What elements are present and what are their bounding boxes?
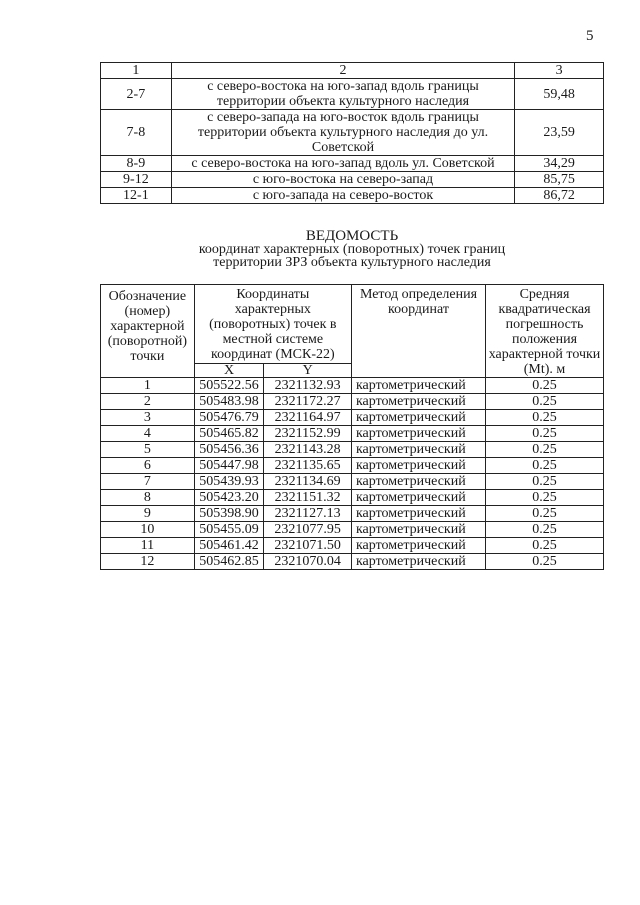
- statement-subtitle-line1: координат характерных (поворотных) точек границ: [198, 242, 506, 257]
- coord-row: [101, 426, 604, 442]
- coord-method: картометрический: [351, 410, 485, 426]
- coordinates-table: [100, 284, 604, 570]
- segment-length: 23,59: [515, 110, 604, 156]
- coord-row: [101, 458, 604, 474]
- coord-row: [101, 506, 604, 522]
- coord-y: 2321127.13: [264, 506, 352, 522]
- point-number: 7: [101, 474, 195, 490]
- coord-method: картометрический: [351, 394, 485, 410]
- segment-row: [101, 110, 604, 156]
- segment-id: 8-9: [101, 156, 172, 172]
- coord-x: 505447.98: [194, 458, 264, 474]
- segment-description: с северо-востока на юго-запад вдоль границы территории объекта культурного наследия: [171, 79, 515, 110]
- header-y: Y: [264, 363, 352, 377]
- coord-y: 2321172.27: [264, 394, 352, 410]
- coord-error: 0.25: [486, 506, 604, 522]
- point-number: 10: [101, 522, 195, 538]
- point-number: 6: [101, 458, 195, 474]
- coord-x: 505455.09: [194, 522, 264, 538]
- point-number: 3: [101, 410, 195, 426]
- point-number: 4: [101, 426, 195, 442]
- coord-method: картометрический: [351, 490, 485, 506]
- coord-y: 2321071.50: [264, 538, 352, 554]
- segment-description: с юго-востока на северо-запад: [171, 172, 515, 188]
- segment-id: 12-1: [101, 188, 172, 204]
- segment-length: 85,75: [515, 172, 604, 188]
- coord-x: 505483.98: [194, 394, 264, 410]
- coord-x: 505398.90: [194, 506, 264, 522]
- segment-id: 2-7: [101, 79, 172, 110]
- segment-id: 7-8: [101, 110, 172, 156]
- coord-method: картометрический: [351, 554, 485, 570]
- coord-method: картометрический: [351, 538, 485, 554]
- coord-x: 505465.82: [194, 426, 264, 442]
- segments-header-col2: 2: [171, 63, 515, 79]
- coord-method: картометрический: [351, 474, 485, 490]
- coord-y: 2321134.69: [264, 474, 352, 490]
- coords-header-row: [101, 285, 604, 364]
- coord-x: 505462.85: [194, 554, 264, 570]
- coord-method: картометрический: [351, 458, 485, 474]
- coord-y: 2321143.28: [264, 442, 352, 458]
- page-number: 5: [586, 28, 594, 44]
- segment-description: с северо-запада на юго-восток вдоль границы территории объекта культурного наследия до ул. Советской: [171, 110, 515, 156]
- coord-error: 0.25: [486, 554, 604, 570]
- coord-error: 0.25: [486, 426, 604, 442]
- segment-row: [101, 172, 604, 188]
- point-number: 9: [101, 506, 195, 522]
- coord-y: 2321077.95: [264, 522, 352, 538]
- point-number: 12: [101, 554, 195, 570]
- header-point-designation: Обозначение (номер) характерной (поворотной) точки: [101, 285, 195, 378]
- point-number: 5: [101, 442, 195, 458]
- coord-y: 2321164.97: [264, 410, 352, 426]
- coord-method: картометрический: [351, 426, 485, 442]
- coord-error: 0.25: [486, 522, 604, 538]
- segment-row: [101, 79, 604, 110]
- segment-description: с северо-востока на юго-запад вдоль ул. Советской: [171, 156, 515, 172]
- coord-x: 505439.93: [194, 474, 264, 490]
- statement-heading: [100, 230, 604, 269]
- coord-y: 2321152.99: [264, 426, 352, 442]
- segments-header-col1: 1: [101, 63, 172, 79]
- coord-method: картометрический: [351, 506, 485, 522]
- coord-y: 2321151.32: [264, 490, 352, 506]
- coord-row: [101, 522, 604, 538]
- coord-row: [101, 394, 604, 410]
- coord-error: 0.25: [486, 458, 604, 474]
- segment-id: 9-12: [101, 172, 172, 188]
- coord-y: 2321132.93: [264, 378, 352, 394]
- coord-error: 0.25: [486, 394, 604, 410]
- point-number: 11: [101, 538, 195, 554]
- header-method: Метод определения координат: [351, 285, 485, 378]
- coord-x: 505522.56: [194, 378, 264, 394]
- segments-header-row: [101, 63, 604, 79]
- coord-method: картометрический: [351, 522, 485, 538]
- coord-x: 505456.36: [194, 442, 264, 458]
- coord-error: 0.25: [486, 442, 604, 458]
- coord-method: картометрический: [351, 378, 485, 394]
- coord-row: [101, 554, 604, 570]
- point-number: 1: [101, 378, 195, 394]
- coord-x: 505423.20: [194, 490, 264, 506]
- segments-header-col3: 3: [515, 63, 604, 79]
- segment-length: 59,48: [515, 79, 604, 110]
- coord-error: 0.25: [486, 410, 604, 426]
- coord-error: 0.25: [486, 474, 604, 490]
- segment-row: [101, 188, 604, 204]
- coord-y: 2321070.04: [264, 554, 352, 570]
- statement-subtitle-line2: территории ЗРЗ объекта культурного наследия: [213, 255, 491, 270]
- coord-x: 505476.79: [194, 410, 264, 426]
- coord-row: [101, 474, 604, 490]
- segment-row: [101, 156, 604, 172]
- coord-row: [101, 378, 604, 394]
- coord-row: [101, 410, 604, 426]
- coord-row: [101, 490, 604, 506]
- statement-title: ВЕДОМОСТЬ: [305, 228, 399, 244]
- segment-length: 34,29: [515, 156, 604, 172]
- point-number: 8: [101, 490, 195, 506]
- coord-method: картометрический: [351, 442, 485, 458]
- coord-row: [101, 538, 604, 554]
- coord-y: 2321135.65: [264, 458, 352, 474]
- coord-error: 0.25: [486, 490, 604, 506]
- header-x: X: [194, 363, 264, 377]
- coord-x: 505461.42: [194, 538, 264, 554]
- header-mean-error: Средняя квадратическая погрешность положения характерной точки (Mt). м: [486, 285, 604, 378]
- point-number: 2: [101, 394, 195, 410]
- coord-error: 0.25: [486, 538, 604, 554]
- header-coordinates: Координаты характерных (поворотных) точек в местной системе координат (МСК-22): [194, 285, 351, 364]
- segment-description: с юго-запада на северо-восток: [171, 188, 515, 204]
- segments-table: [100, 62, 604, 204]
- segment-length: 86,72: [515, 188, 604, 204]
- coord-error: 0.25: [486, 378, 604, 394]
- coord-row: [101, 442, 604, 458]
